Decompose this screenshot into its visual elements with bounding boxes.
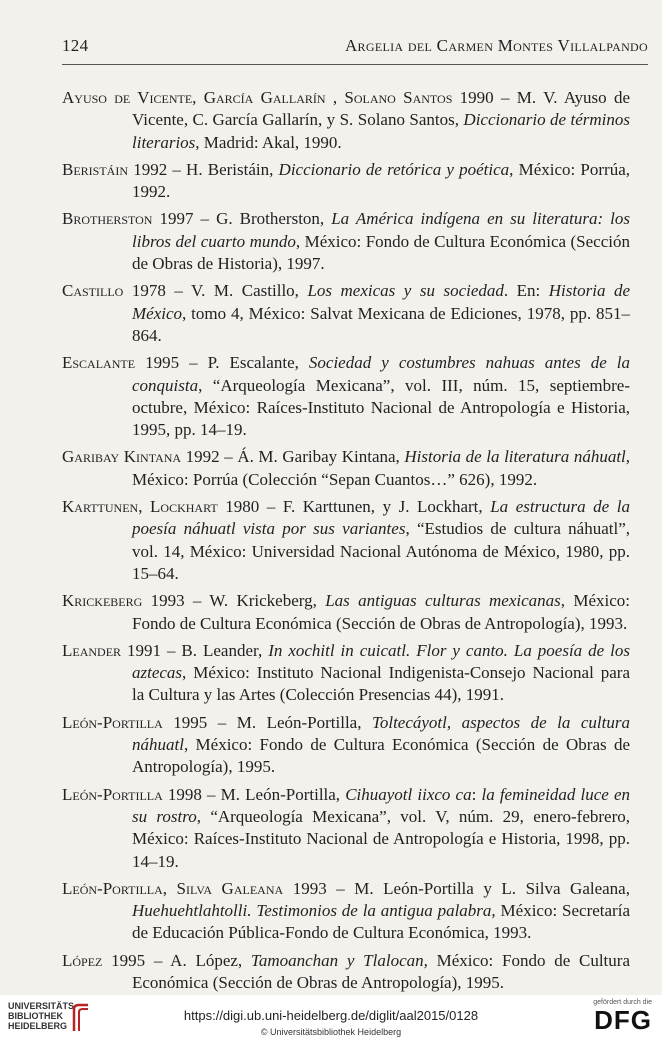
entry-text: , Madrid: Akal, 1990. [195,132,342,152]
entry-text: , México: Porrúa, 1992. [132,159,630,202]
entry-text: , México: Fondo de Cultura Económica (Sección de Obras de Historia), 1997. [132,231,630,274]
entry-author: León-Portilla [62,712,163,732]
entry-author: López [62,950,103,970]
entry-title: Cihuayotl iixco ca [345,784,472,804]
entry-text: , México: Fondo de Cultura Económica (Sección de Obras de Antropología), 1995. [132,735,630,777]
bibliography-entry [62,878,630,945]
dfg-logo-icon: DFG [594,1005,652,1035]
entry-text: , tomo 4, México: Salvat Mexicana de Ediciones, 1978, pp. 851–864. [132,303,630,345]
entry-text: , “Estudios de cultura náhuatl”, vol. 14, México: Universidad Nacional Autónoma de México, 1980, pp. 15–64. [132,519,630,583]
entry-author: Krickeberg [62,591,143,611]
entry-author: León-Portilla [62,784,163,804]
bibliography-entry [62,712,630,779]
entry-text: 1998 – M. León-Portilla, [162,784,346,804]
entry-text: 1980 – F. Karttunen, y J. Lockhart, [217,497,491,517]
entry-title: In xochitl in cuicatl. Flor y canto. La poesía de los aztecas [132,640,630,683]
entry-text: 1992 – H. Beristáin, [128,159,279,179]
bibliography-entry [62,590,630,635]
entry-text: México: Fondo de Cultura Económica (Sección de Obras de Antropología), 1995. [132,950,630,992]
page-header [62,36,648,62]
page-footer [0,995,662,1043]
entry-author: Castillo [62,281,124,301]
entry-author: Brotherston [62,209,153,229]
funder-caption: gefördert durch die [593,999,652,1006]
entry-text: 1991 – B. Leander, [121,640,269,660]
entry-title: la femineidad luce en su rostro [132,784,630,826]
bibliography-entry [62,280,630,347]
entry-text: , México: Instituto Nacional Indigenista-Consejo Nacional para la Cultura y las Artes (Colección Presencias 44), 1991. [132,663,630,705]
entry-author: Leander [62,640,122,660]
entry-text: . En: [503,281,549,301]
entry-text: 1993 – W. Krickeberg, [142,591,326,611]
entry-title: Los mexicas y su sociedad [307,281,504,301]
page-number: 124 [62,36,89,55]
running-head: Argelia del Carmen Montes Villalpando [344,36,648,55]
entry-title: Toltecáyotl, aspectos de la cultura náhuatl [132,712,630,755]
entry-text: 1995 – P. Escalante, [135,353,309,373]
entry-text: 1992 – Á. M. Garibay Kintana, [181,447,405,467]
entry-author: Garibay Kintana [62,447,182,467]
bibliography-entry [62,159,630,204]
entry-author: León-Portilla, Silva Galeana [62,878,284,898]
entry-title: Diccionario de términos literarios [132,110,630,152]
entry-text: 1990 – M. V. Ayuso de Vicente, C. García Gallarín, y S. Solano Santos, [132,88,630,130]
entry-title: Sociedad y costumbres nahuas antes de la conquista [132,353,631,395]
entry-author: Escalante [62,353,136,373]
entry-title: La América indígena en su literatura: los libros del cuarto mundo [132,209,631,251]
entry-text: 1995 – M. León-Portilla, [162,712,372,732]
source-url-link[interactable]: https://digi.ub.uni-heidelberg.de/diglit/aal2015/0128 [183,1008,479,1023]
logo-line: HEIDELBERG [8,1021,68,1031]
entry-text: México: Secretaría de Educación Pública-Fondo de Cultura Económica, 1993. [132,901,630,943]
entry-text: 1997 – G. Brotherston, [152,209,332,229]
logo-line: BIBLIOTHEK [8,1011,63,1021]
entry-author: Karttunen, Lockhart [62,497,218,517]
copyright-notice: © Universitätsbibliothek Heidelberg [260,1027,402,1037]
entry-text: México: Porrúa (Colección “Sepan Cuantos…” 626), 1992. [132,469,538,489]
entry-text: , “Arqueología Mexicana”, vol. V, núm. 29, enero-febrero, México: Raíces-Instituto Nacional de Antropología e Historia, 1998, pp. 14–19. [132,806,630,871]
dfg-funder-logo[interactable] [582,999,652,1034]
entry-title: La estructura de la poesía náhuatl vista por sus variantes [132,497,631,539]
entry-title: Tamoanchan y Tlalocan, [250,950,428,970]
entry-title: Historia de México [132,281,630,323]
entry-title: Historia de la literatura náhuatl, [404,447,631,467]
entry-text: 1993 – M. León-Portilla y L. Silva Galeana, [283,878,630,898]
entry-text: 1978 – V. M. Castillo, [123,281,308,301]
header-rule [62,64,648,65]
entry-author: Ayuso de Vicente, García Gallarín , Solano Santos [62,88,453,107]
bibliography-entry [62,446,630,491]
entry-title: Diccionario de retórica y poética [278,159,510,179]
bibliography-entry [62,950,630,995]
entry-author: Beristáin [62,159,129,179]
bibliography-entry [62,352,630,441]
bibliography-entry [62,87,630,154]
bibliography-entry [62,208,630,275]
bibliography-entry [62,640,630,707]
bibliography-entry [62,496,630,585]
entry-text: : [471,784,482,804]
entry-title: Las antiguas culturas mexicanas [325,591,561,611]
entry-text: 1995 – A. López, [102,950,251,970]
bibliography-entry [62,784,630,873]
entry-text: , “Arqueología Mexicana”, vol. III, núm. 15, septiembre-octubre, México: Raíces-Instituto Nacional de Antropología e Historia, 1995, pp. 14–19. [132,375,630,440]
logo-line: UNIVERSITÄTS- [8,1001,78,1011]
entry-title: Huehuehtlahtolli. Testimonios de la antigua palabra, [132,901,496,921]
entry-text: , México: Fondo de Cultura Económica (Sección de Obras de Antropología), 1993. [132,591,630,633]
bibliography-list [62,87,630,999]
